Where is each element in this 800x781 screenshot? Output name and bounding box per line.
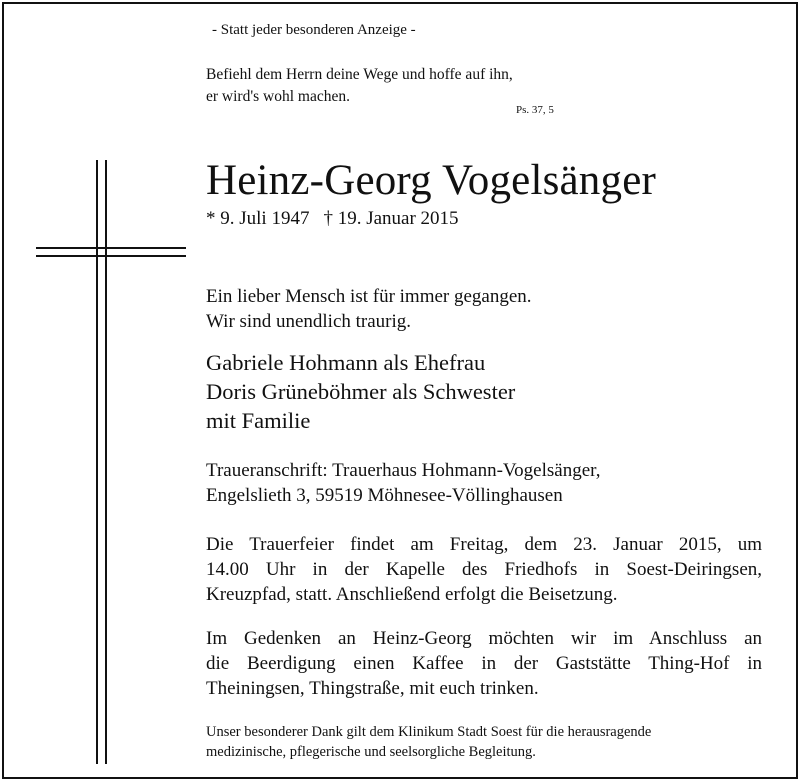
remembrance-line: Im Gedenken an Heinz-Georg möchten wir im Anschluss an [206, 628, 762, 649]
cross-icon [36, 160, 186, 764]
deceased-name: Heinz-Georg Vogelsänger [206, 157, 657, 204]
remembrance-line: Theiningsen, Thingstraße, mit euch trinken. [206, 678, 539, 699]
mourner: mit Familie [206, 408, 311, 433]
message-line: Wir sind unendlich traurig. [206, 311, 412, 332]
psalm-line: er wird's wohl machen. [206, 88, 350, 105]
thanks-line: medizinische, pflegerische und seelsorgliche Begleitung. [206, 744, 536, 760]
mourners-list [206, 348, 515, 435]
mourner: Gabriele Hohmann als Ehefrau [206, 350, 486, 375]
mourning-address [206, 458, 600, 508]
ceremony-line: Kreuzpfad, statt. Anschließend erfolgt die Beisetzung. [206, 584, 618, 605]
message-line: Ein lieber Mensch ist für immer gegangen. [206, 286, 532, 307]
ceremony-info [206, 532, 762, 607]
death-date: † 19. Januar 2015 [323, 208, 459, 229]
ceremony-line: 14.00 Uhr in der Kapelle des Friedhofs in Soest-Deiringsen, [206, 559, 762, 580]
remembrance-info [206, 626, 762, 701]
psalm-line: Befiehl dem Herrn deine Wege und hoffe auf ihn, [206, 66, 513, 83]
life-dates [206, 208, 459, 230]
address-line: Traueranschrift: Trauerhaus Hohmann-Vogelsänger, [206, 460, 601, 481]
thanks-line: Unser besonderer Dank gilt dem Klinikum Stadt Soest für die herausragende [206, 724, 652, 740]
ceremony-line: Die Trauerfeier findet am Freitag, dem 23. Januar 2015, um [206, 534, 762, 555]
birth-date: * 9. Juli 1947 [206, 208, 310, 229]
thanks-note [206, 722, 651, 762]
remembrance-line: die Beerdigung einen Kaffee in der Gaststätte Thing-Hof in [206, 653, 762, 674]
mourner: Doris Grüneböhmer als Schwester [206, 379, 516, 404]
psalm-quote [206, 64, 513, 108]
address-line: Engelslieth 3, 59519 Möhnesee-Völlinghausen [206, 485, 563, 506]
psalm-reference: Ps. 37, 5 [516, 104, 554, 116]
notice-intro: - Statt jeder besonderen Anzeige - [212, 22, 416, 38]
grief-message [206, 284, 532, 334]
